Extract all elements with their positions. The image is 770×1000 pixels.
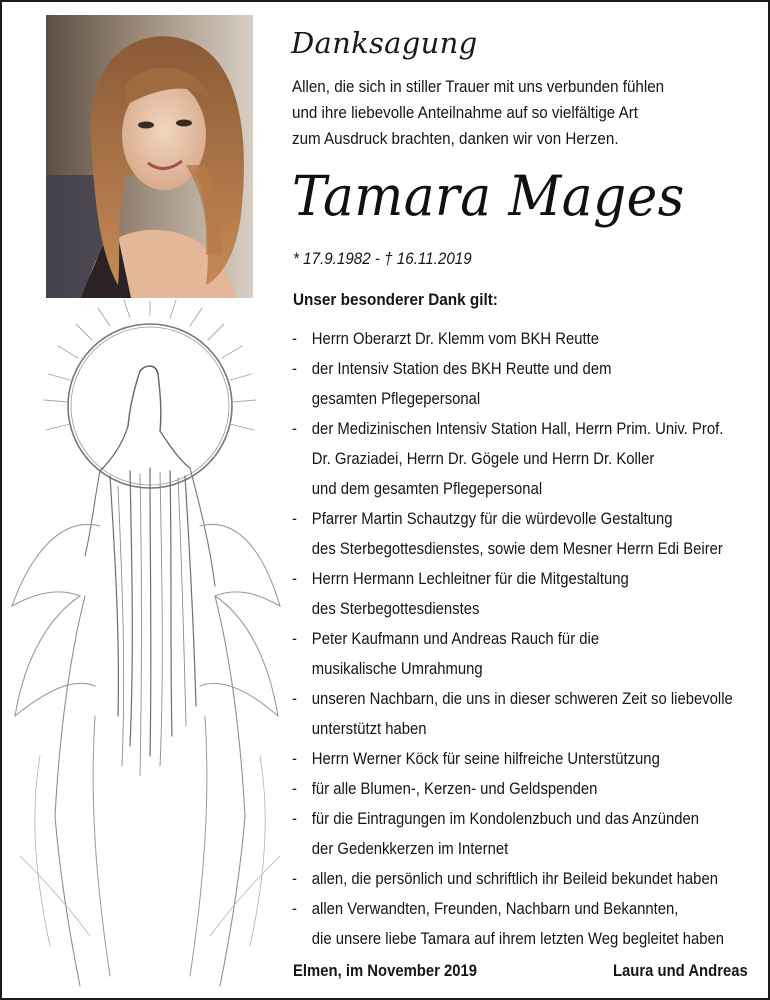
thanks-item — [292, 864, 742, 894]
signature: Laura und Andreas — [613, 962, 748, 980]
thanks-item-line: für die Eintragungen im Kondolenzbuch und das Anzünden — [311, 810, 700, 828]
thanks-item-line: der Gedenkkerzen im Internet — [311, 840, 509, 858]
thanks-item-line: allen, die persönlich und schriftlich ihr Beileid bekundet haben — [311, 870, 718, 888]
heading-danksagung: Danksagung — [291, 26, 478, 60]
thanks-item — [292, 894, 742, 954]
thanks-item-line: des Sterbegottesdienstes, sowie dem Mesner Herrn Edi Beirer — [311, 540, 723, 558]
life-dates: * 17.9.1982 - † 16.11.2019 — [293, 250, 472, 268]
thanks-item — [292, 684, 742, 744]
thanks-item-line: für alle Blumen-, Kerzen- und Geldspenden — [311, 780, 598, 798]
bullet-dash: - — [292, 900, 297, 918]
thanks-item-line: und dem gesamten Pflegepersonal — [311, 480, 543, 498]
intro-line: zum Ausdruck brachten, danken wir von Herzen. — [292, 130, 619, 148]
thanks-item-line: Herrn Werner Köck für seine hilfreiche Unterstützung — [311, 750, 660, 768]
bullet-dash: - — [292, 360, 297, 378]
thanks-item-line: die unsere liebe Tamara auf ihrem letzten Weg begleitet haben — [311, 930, 725, 948]
place-date: Elmen, im November 2019 — [293, 962, 478, 980]
thanks-item-line: des Sterbegottesdienstes — [311, 600, 480, 618]
bullet-dash: - — [292, 570, 297, 588]
thanks-item — [292, 744, 742, 774]
thanks-item — [292, 564, 742, 624]
intro-line: und ihre liebevolle Anteilnahme auf so vielfältige Art — [292, 104, 638, 122]
thanks-item-line: allen Verwandten, Freunden, Nachbarn und Bekannten, — [311, 900, 679, 918]
thanks-item-line: Herrn Hermann Lechleitner für die Mitgestaltung — [311, 570, 629, 588]
thanks-item-line: gesamten Pflegepersonal — [311, 390, 481, 408]
thanks-item-line: der Medizinischen Intensiv Station Hall, Herrn Prim. Univ. Prof. — [311, 420, 724, 438]
thanks-item — [292, 804, 742, 864]
bullet-dash: - — [292, 420, 297, 438]
bullet-dash: - — [292, 330, 297, 348]
thanks-item-line: der Intensiv Station des BKH Reutte und dem — [311, 360, 612, 378]
bullet-dash: - — [292, 690, 297, 708]
bullet-dash: - — [292, 630, 297, 648]
bullet-dash: - — [292, 510, 297, 528]
thanks-list — [292, 324, 742, 954]
portrait-photo — [46, 15, 253, 298]
thanks-item — [292, 354, 742, 414]
deceased-name: Tamara Mages — [292, 164, 685, 228]
thanks-item — [292, 324, 742, 354]
thanks-item-line: musikalische Umrahmung — [311, 660, 483, 678]
thanks-item — [292, 624, 742, 684]
bullet-dash: - — [292, 870, 297, 888]
angel-sketch — [0, 296, 290, 996]
bullet-dash: - — [292, 780, 297, 798]
thanks-item — [292, 414, 742, 504]
thanks-item-line: Herrn Oberarzt Dr. Klemm vom BKH Reutte — [311, 330, 599, 348]
thanks-item-line: Dr. Graziadei, Herrn Dr. Gögele und Herrn Dr. Koller — [311, 450, 655, 468]
bullet-dash: - — [292, 750, 297, 768]
thanks-item-line: Pfarrer Martin Schautzgy für die würdevolle Gestaltung — [311, 510, 673, 528]
thanks-heading: Unser besonderer Dank gilt: — [293, 290, 498, 309]
thanks-item-line: unseren Nachbarn, die uns in dieser schweren Zeit so liebevolle — [311, 690, 733, 708]
intro-text — [292, 74, 678, 152]
bullet-dash: - — [292, 810, 297, 828]
thanks-item — [292, 504, 742, 564]
thanks-item-line: Peter Kaufmann und Andreas Rauch für die — [311, 630, 600, 648]
thanks-item-line: unterstützt haben — [311, 720, 427, 738]
thanks-item — [292, 774, 742, 804]
intro-line: Allen, die sich in stiller Trauer mit uns verbunden fühlen — [292, 78, 665, 96]
